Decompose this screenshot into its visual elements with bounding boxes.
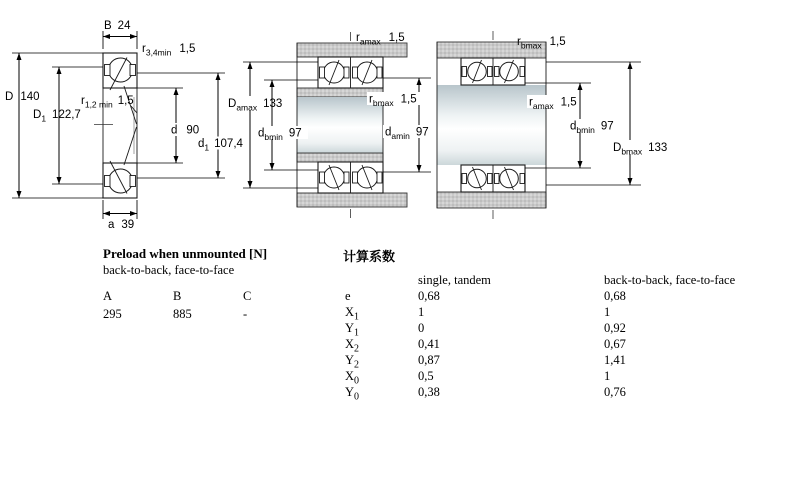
factor-row-label: $X_0$	[345, 369, 360, 387]
factor-row-label: $X_2$	[345, 337, 360, 355]
preload-value: 295	[103, 307, 122, 321]
factor-row-label: $Y_0$	[345, 385, 360, 403]
dim-a-label: a 39	[108, 219, 135, 231]
dim-rbmax-label: $r_{bmax}$ 1,5	[517, 36, 566, 51]
factor-value: 1,41	[604, 353, 626, 367]
factor-value: 0	[418, 321, 425, 335]
dim-d1-label: $d_1$ 107,4	[198, 138, 243, 153]
factor-row-label: $Y_2$	[345, 353, 360, 371]
preload-value: 885	[173, 307, 192, 321]
dim-ramax-label: $r_{amax}$ 1,5	[529, 96, 577, 111]
dim-Damax-label: $D_{amax}$ 133	[228, 98, 283, 113]
factor-value: 0,68	[418, 289, 440, 303]
factor-value: 0,67	[604, 337, 626, 351]
factors-table-title: 计算系数	[343, 249, 396, 264]
factor-value: 1	[604, 305, 611, 319]
factors-col1-header: single, tandem	[418, 273, 491, 287]
factor-value: 1	[418, 305, 425, 319]
middle-drawing-mounting-arrangement	[226, 32, 435, 218]
dim-damin-label: $d_{amin}$ 97	[385, 126, 429, 141]
factor-value: 1	[604, 369, 611, 383]
factor-value: 0,41	[418, 337, 440, 351]
factor-value: 0,38	[418, 385, 440, 399]
bearing-pair-bottom	[461, 165, 525, 192]
factor-value: 0,76	[604, 385, 626, 399]
dim-r34-label: $r_{3,4min}$ 1,5	[142, 43, 196, 58]
dim-rbmax-label: $r_{bmax}$ 1,5	[369, 93, 417, 108]
preload-table-subtitle: back-to-back, face-to-face	[103, 263, 235, 277]
dim-dbmin-label: $d_{bmin}$ 97	[258, 127, 302, 142]
dim-d-label: d 90	[171, 124, 200, 137]
preload-table	[103, 246, 343, 336]
bearing-pair-bottom	[318, 162, 383, 193]
preload-table-title: Preload when unmounted [N]	[103, 246, 268, 261]
dim-dbmin-label: $d_{bmin}$ 97	[570, 120, 614, 135]
bearing-pair-top	[461, 58, 525, 85]
dim-D1-label: $D_1$ 122,7	[33, 109, 81, 124]
right-drawing-mounting-arrangement	[437, 31, 673, 219]
dim-B-label: B 24	[104, 20, 131, 32]
preload-col-header: B	[173, 289, 182, 303]
factor-value: 0,5	[418, 369, 434, 383]
bearing-pair-top	[318, 57, 383, 88]
factor-row-label: $X_1$	[345, 305, 360, 323]
factor-value: 0,92	[604, 321, 626, 335]
preload-col-header: A	[103, 289, 113, 303]
factor-row-label: $Y_1$	[345, 321, 360, 339]
bearing-drawings	[0, 0, 800, 242]
dim-Dbmax-label: $D_{bmax}$ 133	[613, 142, 668, 157]
preload-value: -	[243, 307, 248, 321]
top-bearing-section	[103, 53, 137, 90]
dim-ramax-label: $r_{amax}$ 1,5	[356, 32, 405, 47]
factor-row-label: e	[345, 289, 351, 303]
factor-value: 0,68	[604, 289, 626, 303]
factors-col2-header: back-to-back, face-to-face	[604, 273, 736, 287]
factor-value: 0,87	[418, 353, 440, 367]
dim-D-label: D 140	[5, 91, 40, 103]
dim-r12-label: $r_{1,2 min}$ 1,5	[81, 95, 134, 110]
bottom-bearing-section	[103, 161, 137, 198]
calculation-factors-table	[343, 246, 783, 416]
left-drawing-bearing-cross-section	[5, 20, 244, 231]
preload-col-header: C	[243, 289, 252, 303]
